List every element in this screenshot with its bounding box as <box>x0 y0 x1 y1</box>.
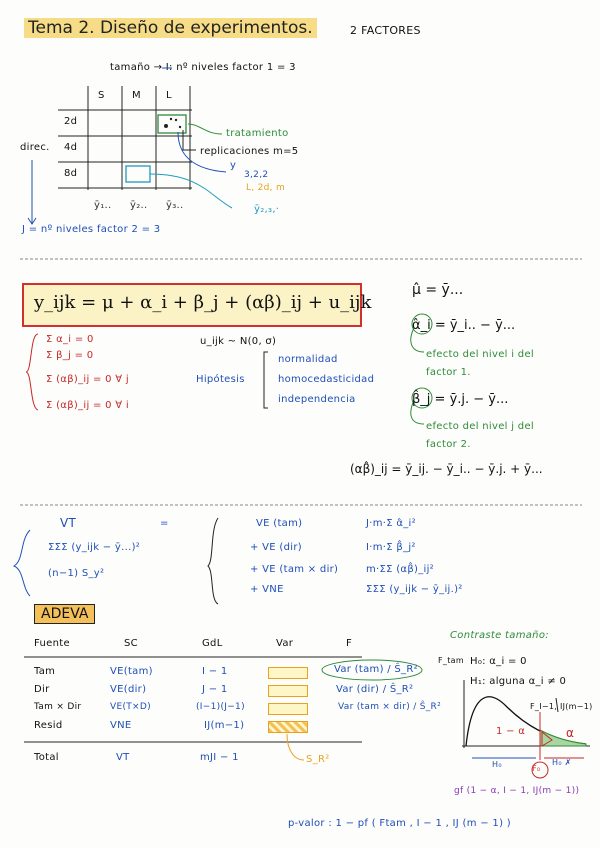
expr-ve-int: m·ΣΣ (αβ̂)_ij² <box>366 564 434 575</box>
header-sc: SC <box>124 638 138 649</box>
fcam-label: F_tam <box>438 656 464 665</box>
row-tam-fuente: Tam <box>34 666 56 677</box>
beta-hat: β̂_j = ȳ.j. − ȳ... <box>412 392 509 407</box>
row-int-var <box>268 703 308 715</box>
row-dir-gdl: J − 1 <box>202 684 228 695</box>
equals-sign: = <box>160 518 169 529</box>
hipotesis-homocedasticidad: homocedasticidad <box>278 374 375 385</box>
row-header-2d: 2d <box>64 116 78 127</box>
adeva-label: ADEVA <box>34 604 95 624</box>
h0-label: H₀: α_i = 0 <box>470 656 527 667</box>
row-int-gdl: (I−1)(J−1) <box>196 702 245 712</box>
row-int-f: Var (tam × dir) / Ŝ_R² <box>338 702 441 712</box>
expr-ve-tam: J·m·Σ α̂_i² <box>366 518 416 529</box>
f0-label: F₀ <box>532 764 541 773</box>
header-var: Var <box>276 638 294 649</box>
row-header-8d: 8d <box>64 168 78 179</box>
factor1-note: tamaño → I: nº niveles factor 1 = 3 <box>110 62 296 73</box>
header-gdl: GdL <box>202 638 223 649</box>
col-header-s: S <box>98 90 105 101</box>
alpha-hat: α̂_i = ȳ_i.. − ȳ... <box>412 318 516 333</box>
ab-hat: (αβ̂)_ij = ȳ_ij. − ȳ_i.. − ȳ.j. + ȳ... <box>350 462 543 476</box>
restriction-1: Σ α_i = 0 <box>46 334 94 345</box>
hipotesis-normalidad: normalidad <box>278 354 338 365</box>
y-label: y <box>230 160 237 171</box>
row-resid-sc: VNE <box>110 720 132 731</box>
row-int-fuente: Tam × Dir <box>34 702 82 712</box>
row-resid-fuente: Resid <box>34 720 63 731</box>
contraste-title: Contraste tamaño: <box>450 630 549 641</box>
row-total-sc: VT <box>116 752 130 763</box>
vt-expr-1: ΣΣΣ (y_ijk − ȳ...)² <box>48 542 141 553</box>
col-header-m: M <box>132 90 141 101</box>
row-dir-sc: VE(dir) <box>110 684 147 695</box>
row-dir-f: Var (dir) / Ŝ_R² <box>336 684 414 695</box>
col-mean-3: ȳ₃.. <box>166 200 184 211</box>
row-dir-var <box>268 685 308 697</box>
beta-note: efecto del nivel j del factor 2. <box>426 421 534 450</box>
restriction-3: Σ (αβ)_ij = 0 ∀ j <box>46 374 130 385</box>
row-tam-var <box>268 667 308 679</box>
row-tam-sc: VE(tam) <box>110 666 153 677</box>
col-mean-1: ȳ₁.. <box>94 200 112 211</box>
sr2-label: S_R² <box>306 754 330 765</box>
mu-hat: μ̂ = ȳ... <box>412 282 464 298</box>
row-tam-gdl: I − 1 <box>202 666 228 677</box>
tratamiento-label: tratamiento <box>226 128 289 139</box>
restriction-4: Σ (αβ)_ij = 0 ∀ i <box>46 400 130 411</box>
hipotesis-label: Hipótesis <box>196 374 245 385</box>
replicaciones-label: replicaciones m=5 <box>200 146 299 157</box>
gf-label: gf (1 − α, I − 1, IJ(m − 1)) <box>454 786 580 796</box>
one-minus-alpha: 1 − α <box>496 726 526 737</box>
term-ve-int: + VE (tam × dir) <box>250 564 339 575</box>
model-equation: y_ijk = μ + α_i + β_j + (αβ)_ij + u_ijk <box>34 292 372 313</box>
term-vne: + VNE <box>250 584 284 595</box>
col-header-l: L <box>166 90 172 101</box>
pvalor: p-valor : 1 − pf ( Ftam , I − 1 , IJ (m − 1) ) <box>288 818 511 829</box>
term-ve-tam: VE (tam) <box>256 518 303 529</box>
y-sub-note: L, 2d, m <box>246 183 286 193</box>
header-fuente: Fuente <box>34 638 70 649</box>
row-total-fuente: Total <box>34 752 59 763</box>
alpha-note: efecto del nivel i del factor 1. <box>426 349 534 378</box>
restriction-2: Σ β_j = 0 <box>46 350 94 361</box>
row-header-4d: 4d <box>64 142 78 153</box>
vt-expr-2: (n−1) S_y² <box>48 568 105 579</box>
term-ve-dir: + VE (dir) <box>250 542 302 553</box>
row-int-sc: VE(T×D) <box>110 702 151 712</box>
factor2-note: J = nº niveles factor 2 = 3 <box>22 224 161 235</box>
row-dir-fuente: Dir <box>34 684 50 695</box>
col-mean-2: ȳ₂.. <box>130 200 148 211</box>
row-resid-var <box>268 721 308 733</box>
alpha-label: α <box>566 726 575 740</box>
title-highlight: Tema 2. Diseño de experimentos. <box>24 18 317 38</box>
expr-vne: ΣΣΣ (y_ijk − ȳ_ij.)² <box>366 584 463 595</box>
row-total-gdl: mJI − 1 <box>200 752 239 763</box>
h0x-zone: H₀ ✗ <box>552 758 572 767</box>
vt-label: VT <box>60 516 77 530</box>
cell-mean-label: ȳ₂,₃,· <box>254 204 280 215</box>
y-sub: 3,2,2 <box>244 170 269 180</box>
row-factor-label: direc. <box>20 142 50 153</box>
row-resid-gdl: IJ(m−1) <box>204 720 245 731</box>
expr-ve-dir: I·m·Σ β̂_j² <box>366 542 416 553</box>
h0-zone: H₀ <box>492 760 502 769</box>
h1-label: H₁: alguna α_i ≠ 0 <box>470 676 567 687</box>
row-tam-f: Var (tam) / Ŝ_R² <box>334 664 418 675</box>
subtitle: 2 FACTORES <box>350 24 421 37</box>
hipotesis-independencia: independencia <box>278 394 356 405</box>
fdist-label: F_I−1, IJ(m−1) <box>530 702 593 711</box>
header-f: F <box>346 638 353 649</box>
error-distribution: u_ijk ~ N(0, σ) <box>200 336 277 347</box>
